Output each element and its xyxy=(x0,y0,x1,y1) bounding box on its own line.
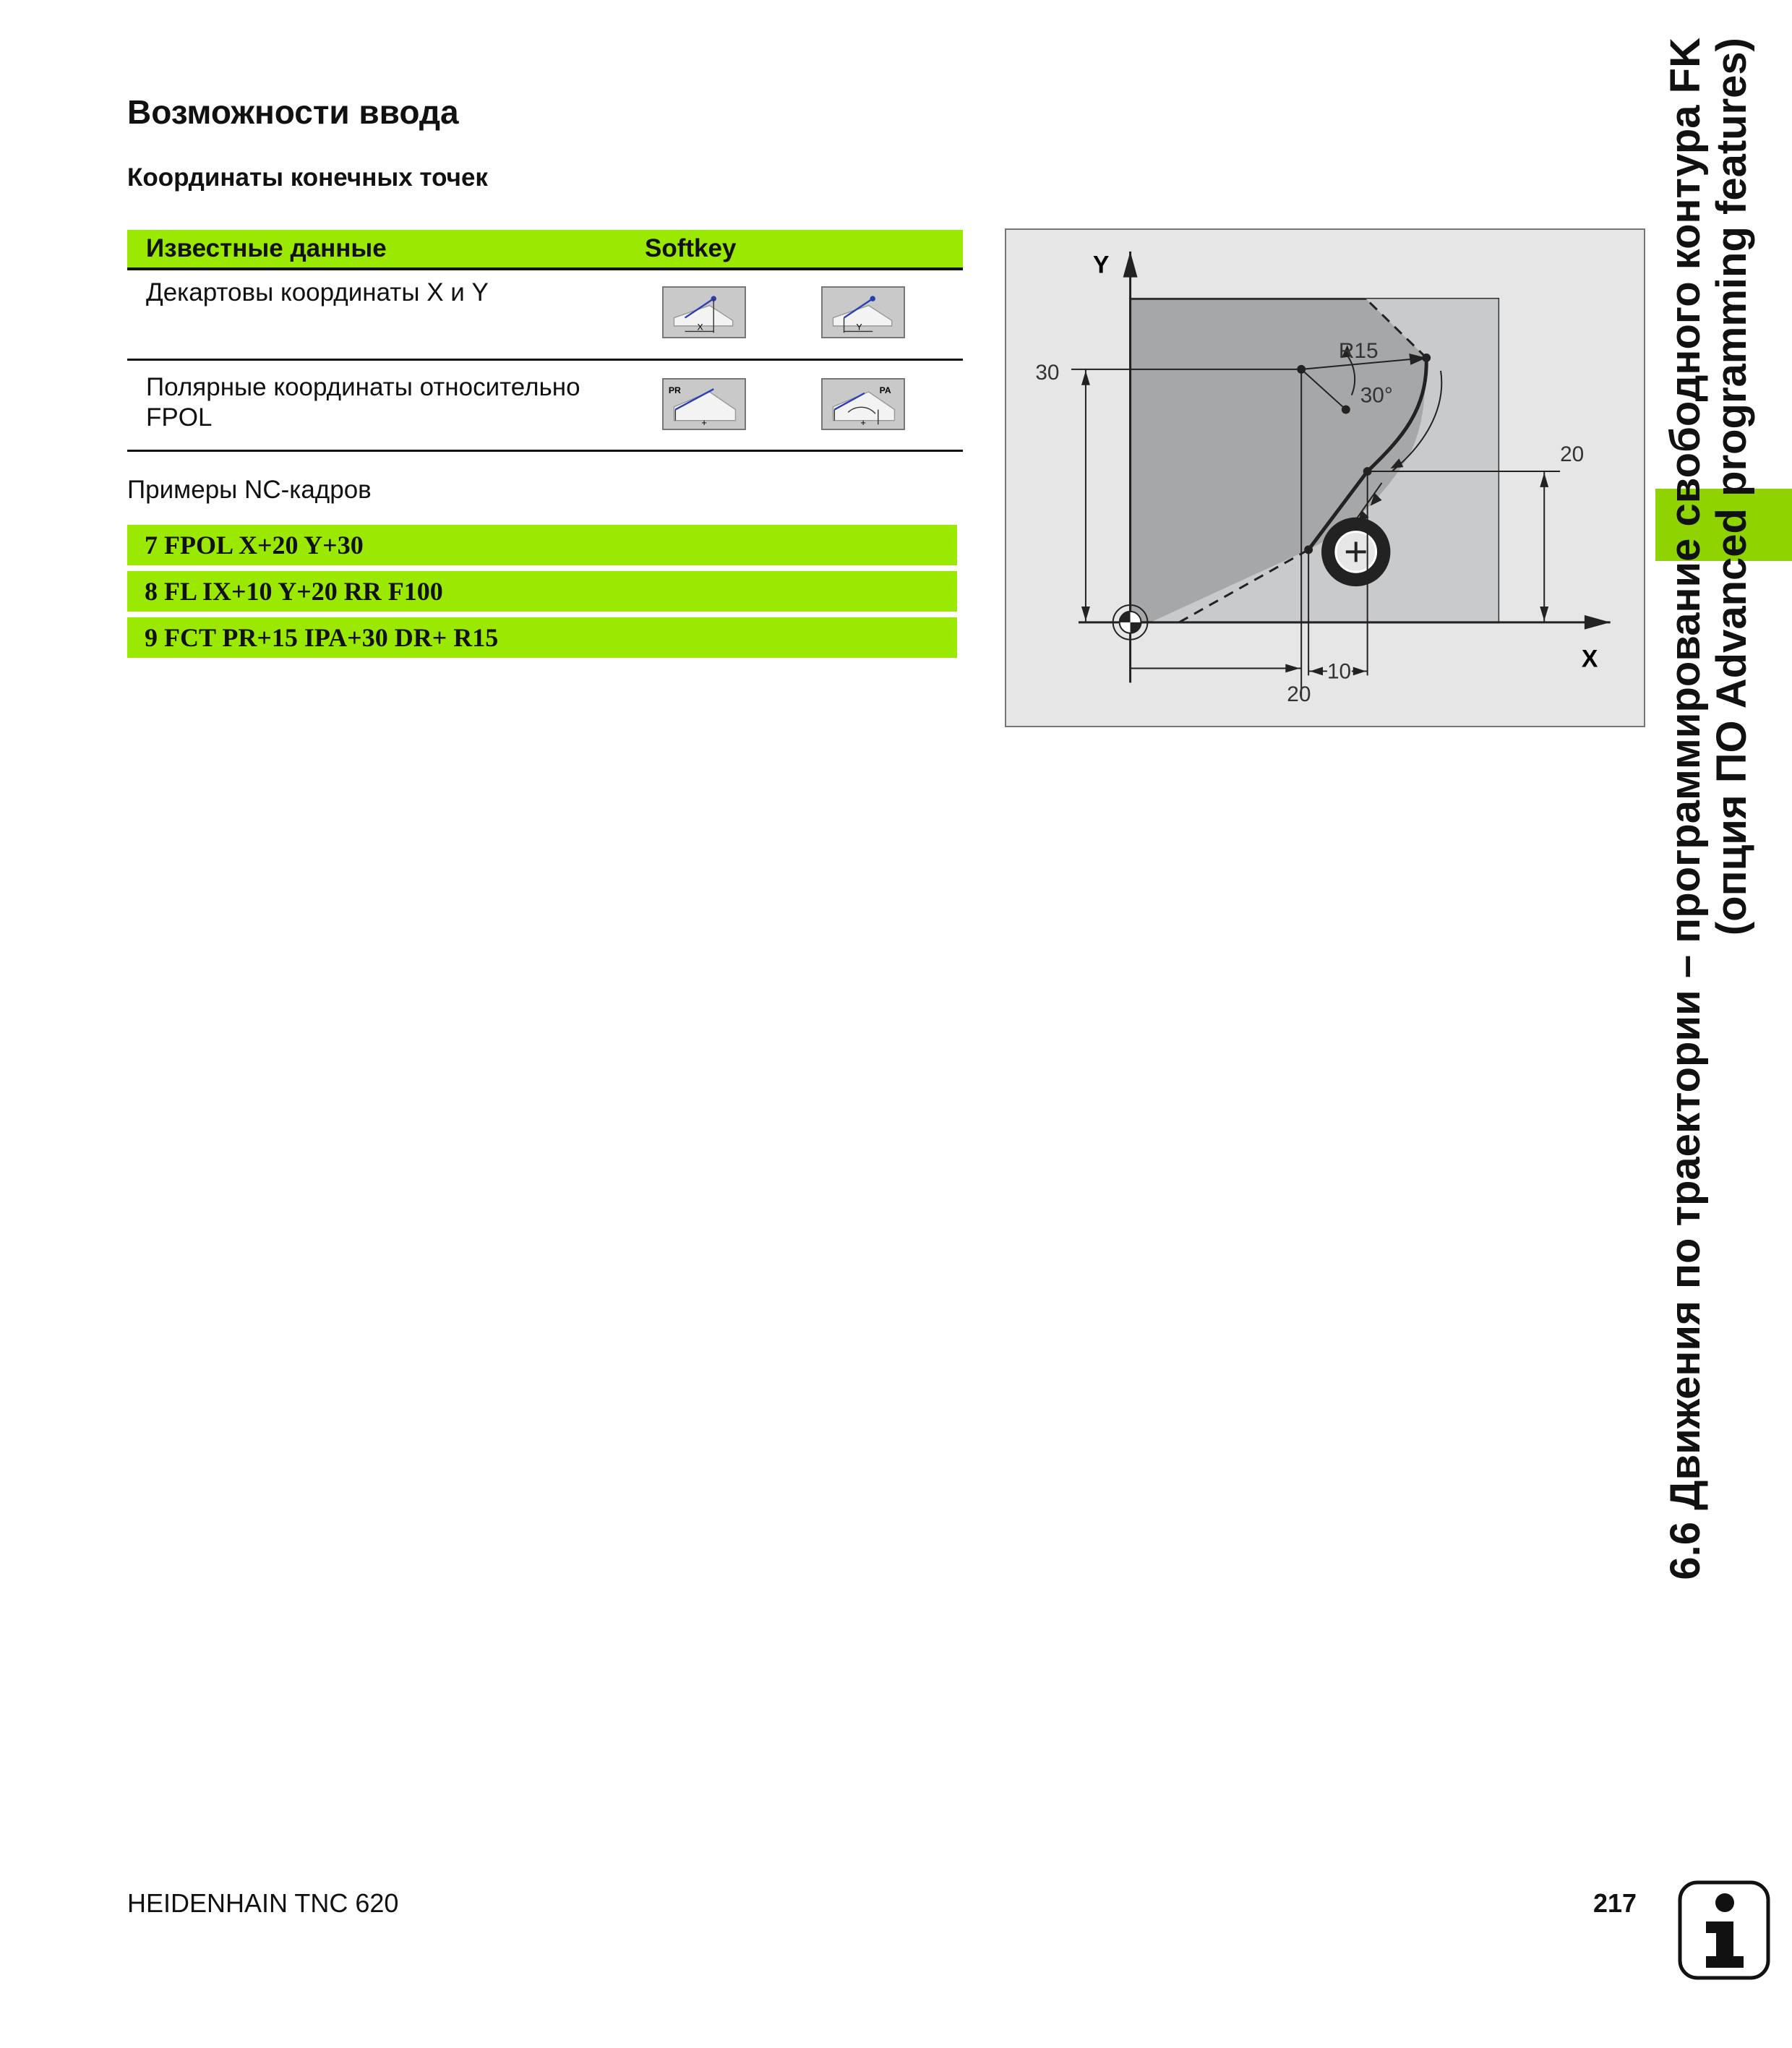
info-icon xyxy=(1677,1880,1771,1981)
softkey-pa-text: PA xyxy=(879,385,891,395)
milling-cutter-icon xyxy=(1321,518,1390,586)
dim-10-label: 10 xyxy=(1326,659,1352,684)
dim-20-bottom-label: 20 xyxy=(1287,682,1311,707)
header-softkey: Softkey xyxy=(645,234,737,262)
x-coordinate-softkey[interactable] xyxy=(662,286,746,338)
dim-30-label: 30 xyxy=(1035,360,1060,385)
known-data-table xyxy=(127,230,963,452)
axis-x-label: X xyxy=(1581,645,1598,673)
table-row xyxy=(127,270,963,361)
polar-radius-softkey[interactable] xyxy=(662,378,746,430)
page-number: 217 xyxy=(1593,1888,1637,1918)
softkey-pr-text: PR xyxy=(668,385,681,395)
row-label-cartesian: Декартовы координаты X и Y xyxy=(146,278,489,307)
footer-product: HEIDENHAIN TNC 620 xyxy=(127,1888,399,1918)
nc-block: 8 FL IX+10 Y+20 RR F100 xyxy=(127,571,957,612)
radius-label: R15 xyxy=(1338,338,1379,363)
chapter-title-line2: (опция ПО Advanced programming features) xyxy=(1708,38,1755,936)
axis-y-label: Y xyxy=(1092,251,1110,279)
chapter-title-line1: 6.6 Движения по траектории – программирование свободного контура FK xyxy=(1662,38,1709,1580)
examples-label: Примеры NC-кадров xyxy=(127,476,372,504)
row-label-polar: Полярные координаты относительно FPOL xyxy=(146,373,580,432)
contour-figure xyxy=(1005,228,1645,727)
svg-text:+: + xyxy=(701,417,707,429)
y-coordinate-softkey[interactable] xyxy=(821,286,905,338)
pr-softkey-icon xyxy=(664,380,745,429)
chapter-title-vertical xyxy=(1663,38,1778,1859)
nc-block: 7 FPOL X+20 Y+30 xyxy=(127,525,957,565)
polar-angle-softkey[interactable] xyxy=(821,378,905,430)
nc-block: 9 FCT PR+15 IPA+30 DR+ R15 xyxy=(127,617,957,658)
softkey-y-text: Y xyxy=(856,322,862,333)
table-header xyxy=(127,230,963,270)
header-known-data: Известные данные xyxy=(146,234,387,262)
y-softkey-icon xyxy=(823,288,904,337)
x-softkey-icon xyxy=(664,288,745,337)
pa-softkey-icon xyxy=(823,380,904,429)
angle-label: 30° xyxy=(1360,383,1393,408)
dim-20-right-label: 20 xyxy=(1560,442,1585,467)
section-title: Возможности ввода xyxy=(127,93,459,131)
svg-text:+: + xyxy=(860,417,866,429)
table-row xyxy=(127,361,963,452)
softkey-x-text: X xyxy=(697,322,703,333)
subsection-title: Координаты конечных точек xyxy=(127,163,488,192)
